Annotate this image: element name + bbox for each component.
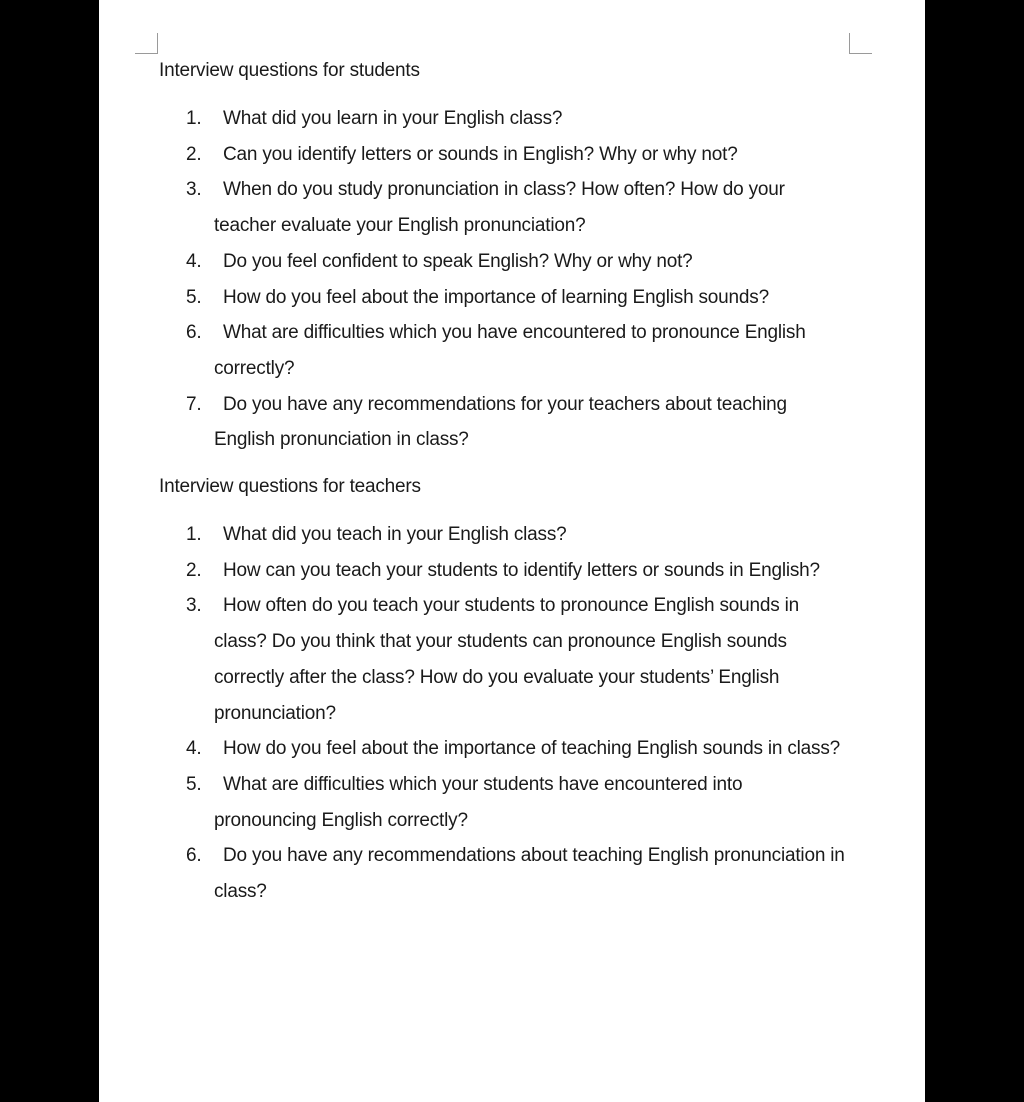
item-number: 1. [186,108,202,129]
list-item [159,172,859,243]
item-text: How do you feel about the importance of teaching English sounds in class? [223,738,841,760]
item-number: 6. [186,322,202,344]
item-number: 5. [186,773,202,795]
item-text: Do you feel confident to speak English? Why or why not? [223,250,693,272]
item-number: 6. [186,845,202,867]
item-number: 2. [186,559,202,581]
list-item [159,517,859,553]
top-right-margin-mark [849,33,872,54]
students-question-list [159,101,859,458]
item-number: 2. [186,143,202,165]
item-number: 3. [186,179,202,201]
item-text: Can you identify letters or sounds in English? Why or why not? [223,143,738,165]
list-item [159,137,859,173]
item-text: How often do you teach your students to pronounce English sounds in class? Do you think that your students can pronounce English sounds correctly after the class? How do you evaluate your students’ English pronunciation? [214,595,799,724]
list-item [159,553,859,589]
item-number: 4. [186,738,202,760]
list-item [159,838,859,909]
students-section-heading: Interview questions for students [159,60,420,81]
teachers-section-heading: Interview questions for teachers [159,476,421,498]
top-left-margin-mark [135,33,158,54]
list-item [159,280,859,316]
item-number: 7. [186,393,202,415]
item-text: How can you teach your students to identify letters or sounds in English? [223,559,820,581]
item-text: Do you have any recommendations about teaching English pronunciation in class? [214,845,845,903]
document-page [99,0,925,1102]
item-text: Do you have any recommendations for your teachers about teaching English pronunciation in class? [214,393,787,451]
list-item [159,767,859,838]
item-number: 3. [186,595,202,617]
item-text: What are difficulties which you have encountered to pronounce English correctly? [214,322,806,379]
item-text: When do you study pronunciation in class? How often? How do your teacher evaluate your English pronunciation? [214,179,785,237]
list-item [159,731,859,767]
document-body [159,56,859,910]
item-text: What are difficulties which your students have encountered into pronouncing English correctly? [214,773,743,831]
item-text: What did you teach in your English class? [223,524,567,546]
teachers-question-list [159,517,859,910]
item-text: What did you learn in your English class? [223,108,563,129]
list-item [159,101,859,137]
item-text: How do you feel about the importance of learning English sounds? [223,286,769,308]
list-item [159,315,859,386]
item-number: 1. [186,524,202,546]
list-item [159,387,859,458]
list-item [159,588,859,731]
item-number: 5. [186,286,202,308]
item-number: 4. [186,250,202,272]
list-item [159,244,859,280]
